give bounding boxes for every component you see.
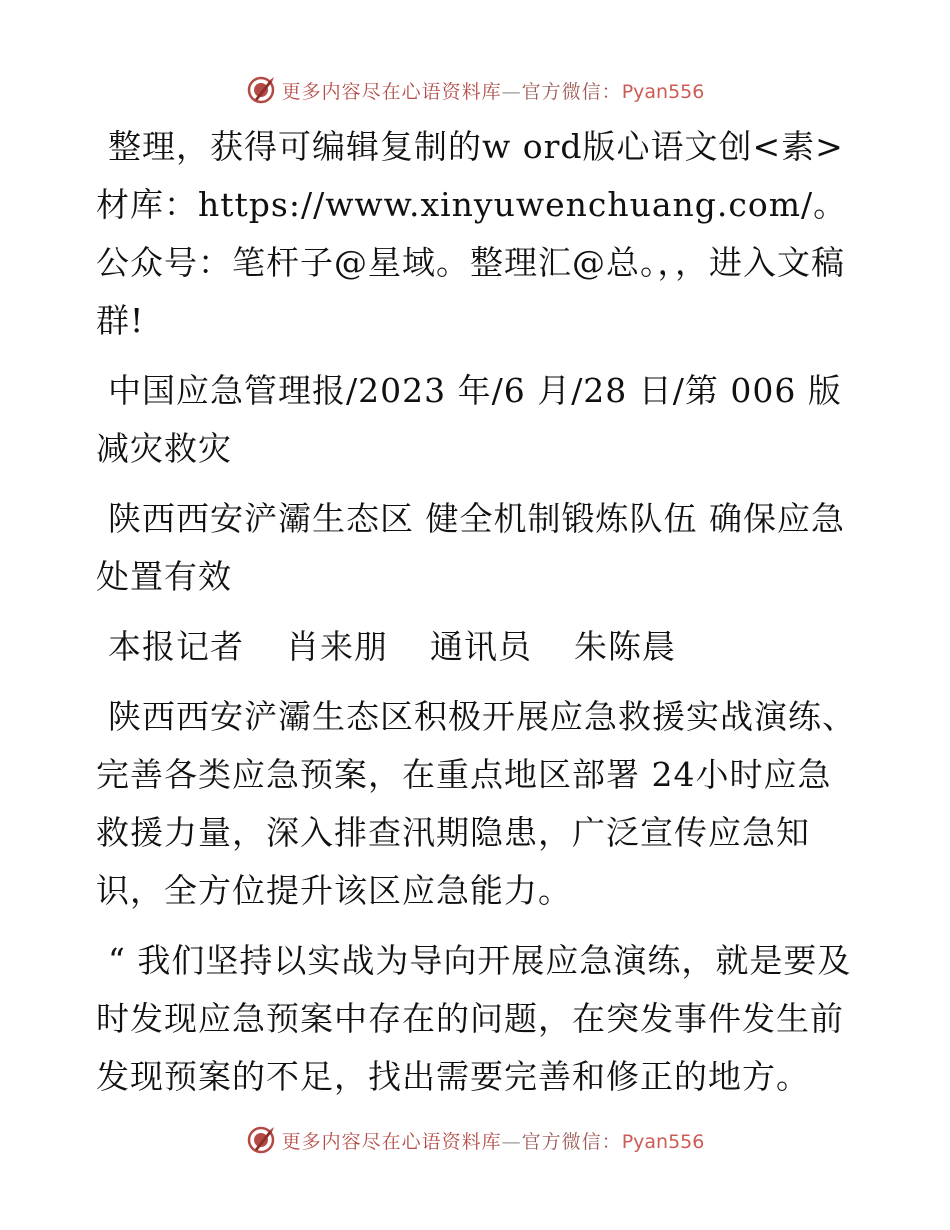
- source-line: 中国应急管理报/2023 年/6 月/28 日/第 006 版减灾救灾: [96, 371, 842, 468]
- footer-banner: [0, 1120, 950, 1160]
- reporter-name: 肖来朋: [286, 627, 388, 666]
- body-paragraph-2: “ 我们坚持以实战为导向开展应急演练，就是要及时发现应急预案中存在的问题，在突发事件发生前发现预案的不足，找出需要完善和修正的地方。: [96, 941, 852, 1096]
- correspondent-name: 朱陈晨: [574, 627, 676, 666]
- byline: [96, 618, 856, 676]
- intro-paragraph: 整理，获得可编辑复制的w ord版心语文创<素>材库：https://www.xinyuwenchuang.com/。公众号：笔杆子@星域。整理汇@总。，，进入文稿群!: [96, 127, 848, 340]
- banner-text: 更多内容尽在心语资料库—官方微信：Pyan556: [281, 80, 705, 103]
- quill-pen-seal-icon: [246, 75, 276, 105]
- article-headline: 陕西西安浐灞生态区 健全机制锻炼队伍 确保应急处置有效: [96, 499, 845, 596]
- body-paragraph-1: 陕西西安浐灞生态区积极开展应急救援实战演练、完善各类应急预案，在重点地区部署 24小时应急救援力量，深入排查汛期隐患，广泛宣传应急知识，全方位提升该区应急能力。: [96, 697, 856, 910]
- banner-text: 更多内容尽在心语资料库—官方微信：Pyan556: [281, 1130, 705, 1153]
- quill-pen-seal-icon: [246, 1125, 276, 1155]
- correspondent-label: 通讯员: [430, 627, 532, 666]
- reporter-label: 本报记者: [108, 627, 244, 666]
- header-banner: [0, 70, 950, 110]
- document-body: [96, 118, 856, 1106]
